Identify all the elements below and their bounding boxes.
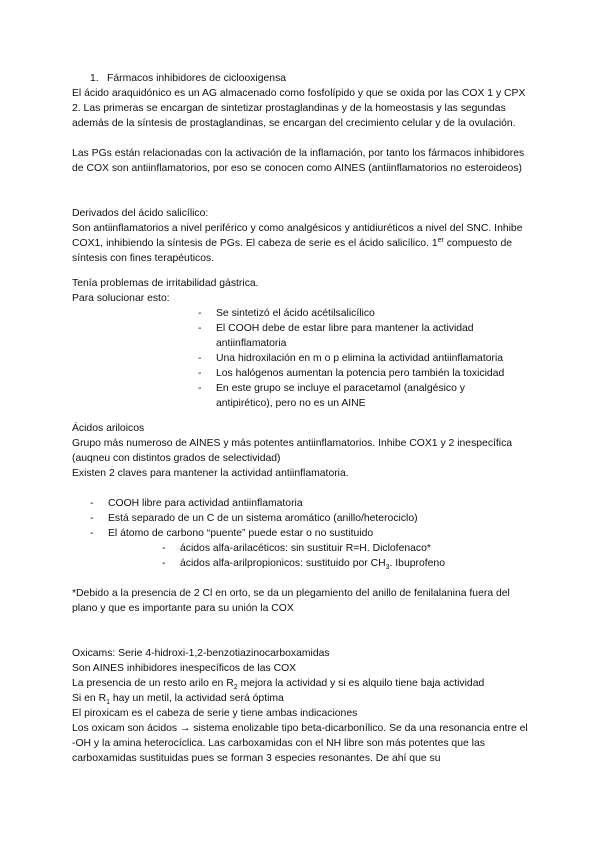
oxicams-line-2-text-end: mejora la actividad y si es alquilo tiene baja actividad bbox=[237, 678, 485, 689]
oxicams-line-4: El piroxicam es el cabeza de serie y tiene ambas indicaciones bbox=[72, 708, 358, 719]
list-item-text: El COOH debe de estar libre para mantener la actividad antiinflamatoria bbox=[216, 323, 474, 349]
oxicams-line-2-text: La presencia de un resto arilo en R bbox=[72, 678, 234, 689]
oxicams-line-2 bbox=[72, 676, 534, 691]
list-dash: - bbox=[198, 353, 202, 364]
list-item-text: COOH libre para actividad antiinflamatoria bbox=[108, 498, 303, 509]
subscript-2: 2 bbox=[233, 684, 238, 691]
list-item-text: Está separado de un C de un sistema aromático (anillo/heterociclo) bbox=[108, 513, 418, 524]
list-dash: - bbox=[90, 513, 94, 524]
list-item bbox=[198, 306, 538, 321]
salicylic-list bbox=[198, 306, 538, 411]
list-item bbox=[198, 381, 516, 411]
paragraph-ariloicos: Grupo más numeroso de AINES y más potentes antiinflamatorios. Inhibe COX1 y 2 inespecífica (auqneu con distintos grados de selectividad) bbox=[72, 438, 513, 464]
section-number: 1. bbox=[90, 73, 99, 84]
list-item bbox=[162, 541, 542, 556]
list-dash: - bbox=[162, 558, 166, 569]
list-item bbox=[162, 556, 542, 571]
list-item-text: En este grupo se incluye el paracetamol (analgésico y antipirético), pero no es un AINE bbox=[216, 383, 465, 409]
list-item bbox=[198, 351, 538, 366]
superscript-er: er bbox=[437, 237, 444, 244]
list-dash: - bbox=[198, 323, 202, 334]
list-item-text: El átomo de carbono “puente” puede estar o no sustituido bbox=[108, 528, 374, 539]
oxicams-line-3-text: Si en R bbox=[72, 693, 107, 704]
heading-oxicams: Oxicams: Serie 4-hidroxi-1,2-benzotiazinocarboxamidas bbox=[72, 648, 330, 659]
paragraph-arachidonic: El ácido araquidónico es un AG almacenado como fosfolípido y que se oxida por las COX 1 y CPX 2. Las primeras se encargan de sintetizar prostaglandinas y de la homeostasis y las segundas además de la síntesis de prostaglandinas, se encargan del crecimiento celular y de la ovulación. bbox=[72, 88, 526, 129]
list-item bbox=[198, 321, 538, 351]
list-item bbox=[198, 366, 538, 381]
oxicams-line-5: Los oxicam son ácidos → sistema enolizable tipo beta-dicarbonílico. Se da una resonancia entre el -OH y la amina heterocíclica. Las carboxamidas con el NH libre son más potentes que las carboxamidas sustituidas pues se forman 3 especies resonantes. De ahí que su bbox=[72, 723, 528, 764]
list-item bbox=[90, 511, 530, 526]
section-title: Fármacos inhibidores de ciclooxigensa bbox=[107, 73, 287, 84]
ariloicos-list bbox=[90, 496, 530, 541]
list-item-text: Los halógenos aumentan la potencia pero también la toxicidad bbox=[216, 368, 505, 379]
list-item-text-end: . Ibuprofeno bbox=[389, 558, 445, 569]
list-dash: - bbox=[198, 368, 202, 379]
list-dash: - bbox=[90, 528, 94, 539]
paragraph-salicylic-text-end: compuesto de síntesis con fines terapéuticos. bbox=[72, 238, 513, 264]
paragraph-pgs: Las PGs están relacionadas con la activación de la inflamación, por tanto los fármacos inhibidores de COX son antiinflamatorios, por eso se conocen como AINES (antiinflamatorios no esteroideos) bbox=[72, 148, 525, 174]
list-dash: - bbox=[162, 543, 166, 554]
subscript-3: 3 bbox=[385, 564, 390, 571]
paragraph-solution: Para solucionar esto: bbox=[72, 293, 170, 304]
heading-salicylic: Derivados del ácido salicílico: bbox=[72, 208, 209, 219]
list-item bbox=[90, 526, 530, 541]
paragraph-irritability: Tenía problemas de irritabilidad gástrica. bbox=[72, 278, 259, 289]
heading-ariloicos: Ácidos ariloicos bbox=[72, 423, 145, 434]
list-dash: - bbox=[90, 498, 94, 509]
ariloicos-sublist bbox=[162, 541, 542, 571]
list-item-text: Una hidroxilación en m o p elimina la actividad antiinflamatoria bbox=[216, 353, 504, 364]
footnote-diclofenac: *Debido a la presencia de 2 Cl en orto, se da un plegamiento del anillo de fenilalanina fuera del plano y que es importante para su unión la COX bbox=[72, 588, 510, 614]
section-heading bbox=[90, 71, 286, 86]
paragraph-keys: Existen 2 claves para mantener la actividad antiinflamatoria. bbox=[72, 468, 349, 479]
list-dash: - bbox=[198, 308, 202, 319]
list-item bbox=[90, 496, 530, 511]
list-item-text: Se sintetizó el ácido acétilsalicílico bbox=[216, 308, 375, 319]
paragraph-salicylic bbox=[72, 221, 534, 266]
oxicams-line-3-text-end: hay un metil, la actividad será óptima bbox=[109, 693, 284, 704]
list-item-text: ácidos alfa-arilpropionicos: sustituido por CH bbox=[180, 558, 386, 569]
oxicams-line-3 bbox=[72, 691, 534, 706]
list-dash: - bbox=[198, 383, 202, 394]
paragraph-salicylic-text: Son antiinflamatorios a nivel periférico y como analgésicos y antidiuréticos a nivel del SNC. Inhibe COX1, inhibiendo la síntesis de PGs. El cabeza de serie es el ácido salicílico. 1 bbox=[72, 223, 523, 249]
list-item-text: ácidos alfa-arilacéticos: sin sustituir R=H. Diclofenaco* bbox=[180, 543, 431, 554]
subscript-1: 1 bbox=[106, 699, 110, 706]
oxicams-line-1: Son AINES inhibidores inespecíficos de las COX bbox=[72, 663, 297, 674]
